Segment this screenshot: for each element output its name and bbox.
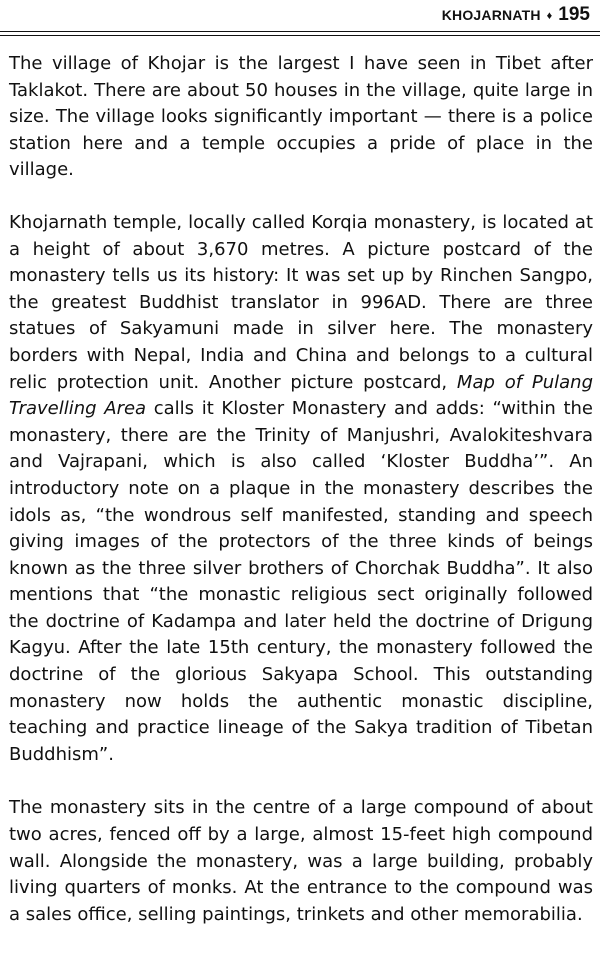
paragraph-village: The village of Khojar is the largest I have seen in Tibet after Taklakot. There are about 50 houses in the village, quite large in size. The village looks significantly important — there is a police station here and a temple occupies a pride of place in the village. (9, 53, 593, 181)
paragraph-temple-part2: calls it Kloster Monastery and adds: “within the monastery, there are the Trinity of Manjushri, Avalokiteshvara and Vajrapani, which is also called ‘Kloster Buddha’”. An introductory note on a plaque in the monastery describes the idols as, “the wondrous self manifested, standing and speech giving images of the protectors of the three kinds of beings known as the three silver brothers of Chorchak Buddha”. It also mentions that “the monastic religious sect originally followed the doctrine of Kadampa and later held the doctrine of Drigung Kagyu. After the late 15th century, the monastery followed the doctrine of the glorious Sakyapa School. This outstanding monastery now holds the authentic monastic discipline, teaching and practice lineage of the Sakya tradition of Tibetan Buddhism”. (9, 398, 593, 765)
postcard-title: Map of Pulang Travelling Area (9, 371, 593, 420)
paragraph-temple (9, 210, 593, 768)
running-header (442, 4, 590, 26)
paragraph-temple-part1: Khojarnath temple, locally called Korqia monastery, is located at a height of about 3,670 metres. A picture postcard of the monastery tells us its history: It was set up by Rinchen Sangpo, the greatest Buddhist translator in 996AD. There are three statues of Sakyamuni made in silver here. The monastery borders with Nepal, India and China and belongs to a cultural relic protection unit. Another picture postcard, (9, 211, 593, 393)
page-number: 195 (558, 4, 590, 25)
body-text (9, 51, 593, 928)
paragraph-compound: The monastery sits in the centre of a large compound of about two acres, fenced off by a large, almost 15-feet high compound wall. Alongside the monastery, was a large building, probably living quarters of monks. At the entrance to the compound was a sales office, selling paintings, trinkets and other memorabilia. (9, 797, 593, 925)
diamond-separator-icon: ♦ (546, 10, 553, 22)
chapter-title: KHOJARNATH (441, 7, 541, 23)
header-rule (0, 31, 600, 32)
header-rule-secondary (0, 35, 600, 36)
